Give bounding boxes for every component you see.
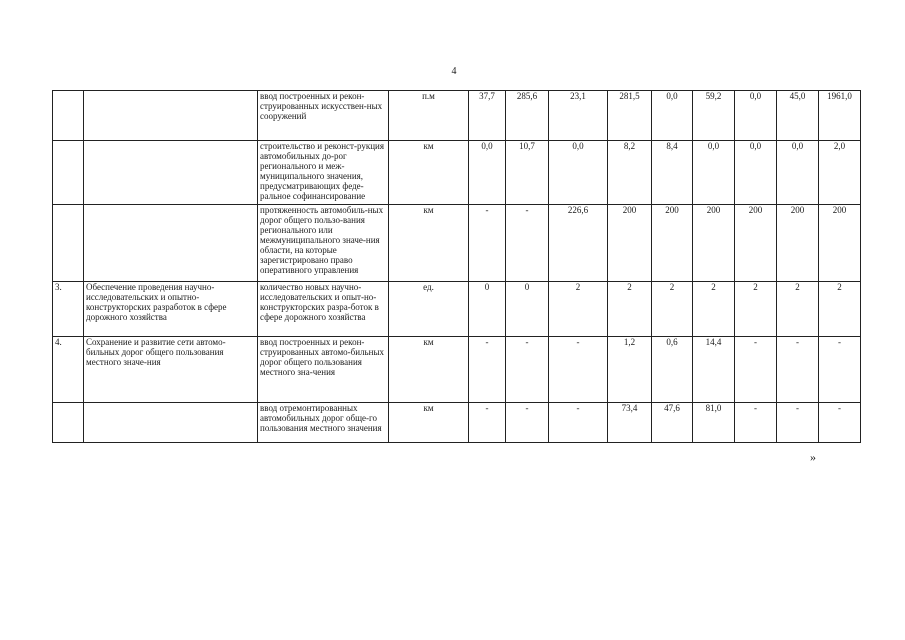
value-cell: - xyxy=(506,337,549,403)
table-body xyxy=(53,91,861,443)
value-cell: 2 xyxy=(735,282,777,337)
value-cell: 200 xyxy=(693,205,735,282)
value-cell: 37,7 xyxy=(469,91,506,141)
value-cell: - xyxy=(777,337,819,403)
value-cell: - xyxy=(549,403,608,443)
goal-cell xyxy=(84,91,258,141)
value-cell: 8,2 xyxy=(608,141,652,205)
goal-cell xyxy=(84,403,258,443)
unit-cell: км xyxy=(389,403,469,443)
value-cell: - xyxy=(735,337,777,403)
value-cell: 200 xyxy=(819,205,861,282)
value-cell: 59,2 xyxy=(693,91,735,141)
value-cell: 226,6 xyxy=(549,205,608,282)
indicator-cell: количество новых научно-исследовательских и опыт-но-конструкторских разра-боток в сфере дорожного хозяйства xyxy=(258,282,389,337)
value-cell: - xyxy=(819,337,861,403)
value-cell: 2,0 xyxy=(819,141,861,205)
goal-cell xyxy=(84,141,258,205)
page-number: 4 xyxy=(451,66,457,77)
goal-cell xyxy=(84,205,258,282)
value-cell: 2 xyxy=(549,282,608,337)
value-cell: 200 xyxy=(608,205,652,282)
row-number xyxy=(53,141,84,205)
value-cell: - xyxy=(777,403,819,443)
table-row xyxy=(53,337,861,403)
value-cell: 81,0 xyxy=(693,403,735,443)
row-number xyxy=(53,91,84,141)
value-cell: 0,0 xyxy=(735,141,777,205)
table-row xyxy=(53,403,861,443)
value-cell: 23,1 xyxy=(549,91,608,141)
value-cell: 2 xyxy=(652,282,693,337)
value-cell: 200 xyxy=(777,205,819,282)
value-cell: - xyxy=(469,205,506,282)
value-cell: 0 xyxy=(506,282,549,337)
indicator-cell: ввод отремонтированных автомобильных дорог обще-го пользования местного значения xyxy=(258,403,389,443)
row-number: 4. xyxy=(53,337,84,403)
unit-cell: п.м xyxy=(389,91,469,141)
unit-cell: ед. xyxy=(389,282,469,337)
value-cell: - xyxy=(469,403,506,443)
value-cell: - xyxy=(469,337,506,403)
value-cell: 8,4 xyxy=(652,141,693,205)
indicator-cell: ввод построенных и рекон-струированных автомо-бильных дорог общего пользования местного зна-чения xyxy=(258,337,389,403)
value-cell: 0,0 xyxy=(652,91,693,141)
unit-cell: км xyxy=(389,141,469,205)
value-cell: - xyxy=(506,205,549,282)
value-cell: 0 xyxy=(469,282,506,337)
indicator-cell: строительство и реконст-рукция автомобильных до-рог регионального и меж-муниципального значения, предусматривающих феде-ральное софинансирование xyxy=(258,141,389,205)
goal-cell: Сохранение и развитие сети автомо-бильных дорог общего пользования местного значе-ния xyxy=(84,337,258,403)
table-row xyxy=(53,282,861,337)
value-cell: 2 xyxy=(693,282,735,337)
value-cell: 200 xyxy=(652,205,693,282)
table-row xyxy=(53,91,861,141)
value-cell: 0,0 xyxy=(549,141,608,205)
value-cell: - xyxy=(819,403,861,443)
value-cell: 2 xyxy=(819,282,861,337)
value-cell: 1961,0 xyxy=(819,91,861,141)
unit-cell: км xyxy=(389,205,469,282)
value-cell: 73,4 xyxy=(608,403,652,443)
value-cell: 0,6 xyxy=(652,337,693,403)
value-cell: 47,6 xyxy=(652,403,693,443)
indicator-cell: ввод построенных и рекон-струированных искусствен-ных сооружений xyxy=(258,91,389,141)
value-cell: - xyxy=(506,403,549,443)
value-cell: 281,5 xyxy=(608,91,652,141)
closing-quote: » xyxy=(810,450,816,464)
row-number xyxy=(53,403,84,443)
indicators-table xyxy=(52,90,861,443)
value-cell: 200 xyxy=(735,205,777,282)
row-number: 3. xyxy=(53,282,84,337)
unit-cell: км xyxy=(389,337,469,403)
value-cell: 285,6 xyxy=(506,91,549,141)
value-cell: 0,0 xyxy=(693,141,735,205)
value-cell: 2 xyxy=(777,282,819,337)
value-cell: 10,7 xyxy=(506,141,549,205)
value-cell: 0,0 xyxy=(735,91,777,141)
value-cell: - xyxy=(549,337,608,403)
value-cell: 14,4 xyxy=(693,337,735,403)
value-cell: 2 xyxy=(608,282,652,337)
row-number xyxy=(53,205,84,282)
value-cell: 1,2 xyxy=(608,337,652,403)
value-cell: 0,0 xyxy=(777,141,819,205)
table-row xyxy=(53,205,861,282)
value-cell: - xyxy=(735,403,777,443)
indicator-cell: протяженность автомобиль-ных дорог общего пользо-вания регионального или межмуниципального значе-ния области, на которые зарегистрировано право оперативного управления xyxy=(258,205,389,282)
value-cell: 45,0 xyxy=(777,91,819,141)
value-cell: 0,0 xyxy=(469,141,506,205)
table-row xyxy=(53,141,861,205)
goal-cell: Обеспечение проведения научно-исследовательских и опытно-конструкторских разработок в сфере дорожного хозяйства xyxy=(84,282,258,337)
